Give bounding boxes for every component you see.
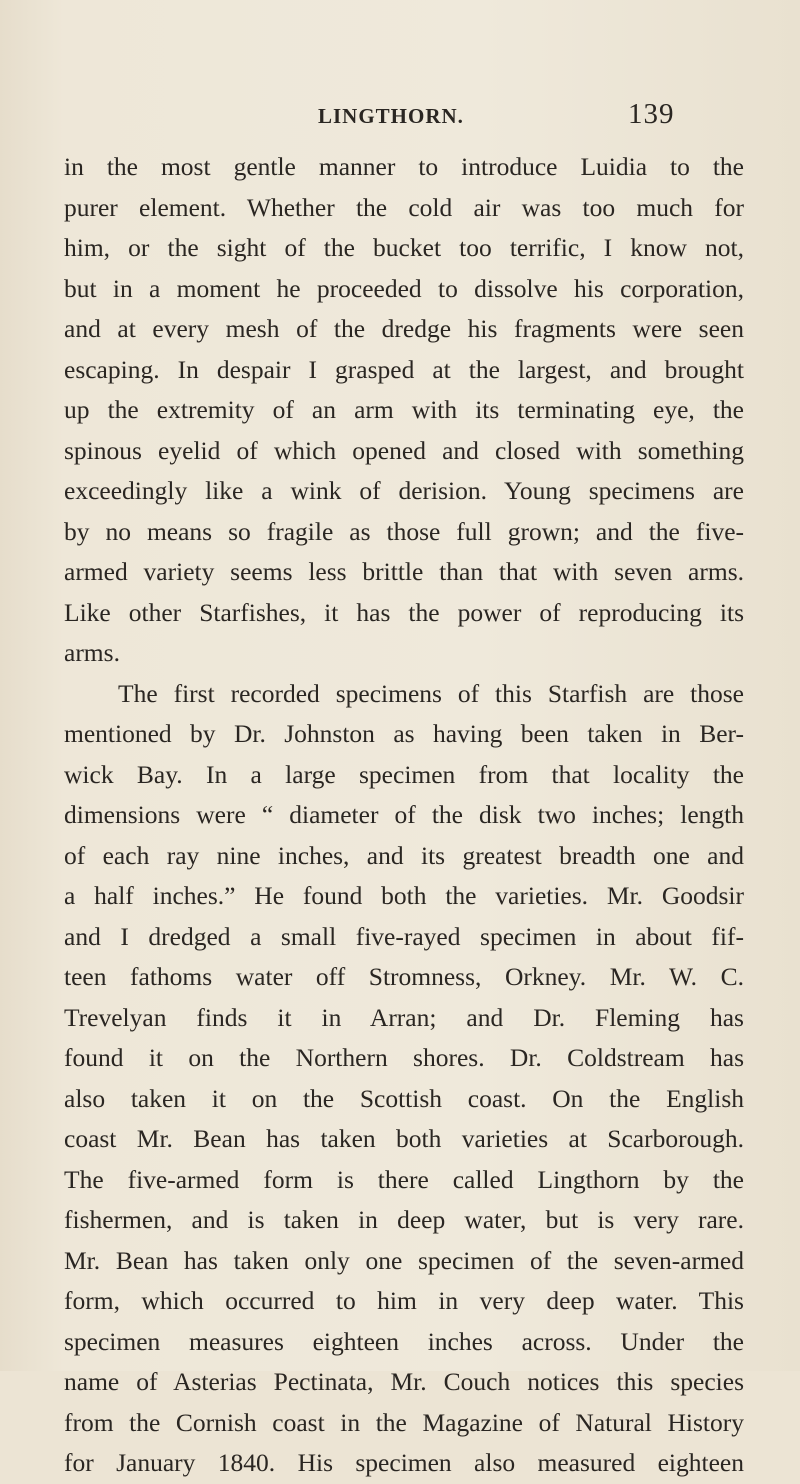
- text-line: arms.: [64, 638, 120, 667]
- text-line: in the most gentle manner to introduce Luidia to the: [64, 152, 744, 181]
- text-line: from the Cornish coast in the Magazine of Natural History: [64, 1407, 744, 1437]
- text-line: and I dredged a small five-rayed specimen in about fif-: [64, 921, 744, 951]
- text-line: coast Mr. Bean has taken both varieties at Scarborough.: [64, 1124, 744, 1153]
- text-line: wick Bay. In a large specimen from that locality the: [64, 759, 744, 789]
- text-line: up the extremity of an arm with its terminating eye, the: [64, 395, 744, 424]
- text-line: Like other Starfishes, it has the power of reproducing its: [64, 597, 744, 627]
- text-line: found it on the Northern shores. Dr. Coldstream has: [64, 1043, 744, 1072]
- text-line: and at every mesh of the dredge his fragments were seen: [64, 314, 744, 343]
- text-line: The five-armed form is there called Lingthorn by the: [64, 1164, 744, 1194]
- text-line: The first recorded specimens of this Starfish are those: [118, 678, 744, 708]
- text-line: dimensions were “ diameter of the disk two inches; length: [64, 800, 744, 829]
- text-line: Mr. Bean has taken only one specimen of the seven-armed: [64, 1245, 744, 1275]
- page-number: 139: [628, 98, 675, 130]
- body-text: [64, 147, 744, 1484]
- text-line: purer element. Whether the cold air was too much for: [64, 192, 744, 222]
- paragraph-1: [64, 147, 744, 674]
- text-line: teen fathoms water off Stromness, Orkney. Mr. W. C.: [64, 962, 744, 991]
- running-title: LINGTHORN.: [318, 104, 464, 128]
- text-line: fishermen, and is taken in deep water, but is very rare.: [64, 1205, 744, 1234]
- text-line: armed variety seems less brittle than that with seven arms.: [64, 557, 744, 586]
- text-line: spinous eyelid of which opened and closed with something: [64, 435, 744, 465]
- text-line: by no means so fragile as those full grown; and the five-: [64, 516, 744, 546]
- page-header: [0, 98, 800, 144]
- text-line: Trevelyan finds it in Arran; and Dr. Fleming has: [64, 1002, 744, 1032]
- text-line: specimen measures eighteen inches across. Under the: [64, 1326, 744, 1356]
- text-line: a half inches.” He found both the varieties. Mr. Goodsir: [64, 881, 744, 910]
- text-line: him, or the sight of the bucket too terrific, I know not,: [64, 233, 744, 262]
- text-line: exceedingly like a wink of derision. Young specimens are: [64, 476, 744, 505]
- text-line: of each ray nine inches, and its greatest breadth one and: [64, 840, 744, 870]
- text-line: name of Asterias Pectinata, Mr. Couch notices this species: [64, 1367, 744, 1396]
- text-line: also taken it on the Scottish coast. On the English: [64, 1083, 744, 1113]
- text-line: escaping. In despair I grasped at the largest, and brought: [64, 354, 744, 384]
- paragraph-2: [64, 674, 744, 1484]
- text-line: mentioned by Dr. Johnston as having been taken in Ber-: [64, 719, 744, 748]
- text-line: form, which occurred to him in very deep water. This: [64, 1286, 744, 1315]
- text-line: for January 1840. His specimen also measured eighteen: [64, 1448, 744, 1477]
- text-line: but in a moment he proceeded to dissolve his corporation,: [64, 273, 744, 303]
